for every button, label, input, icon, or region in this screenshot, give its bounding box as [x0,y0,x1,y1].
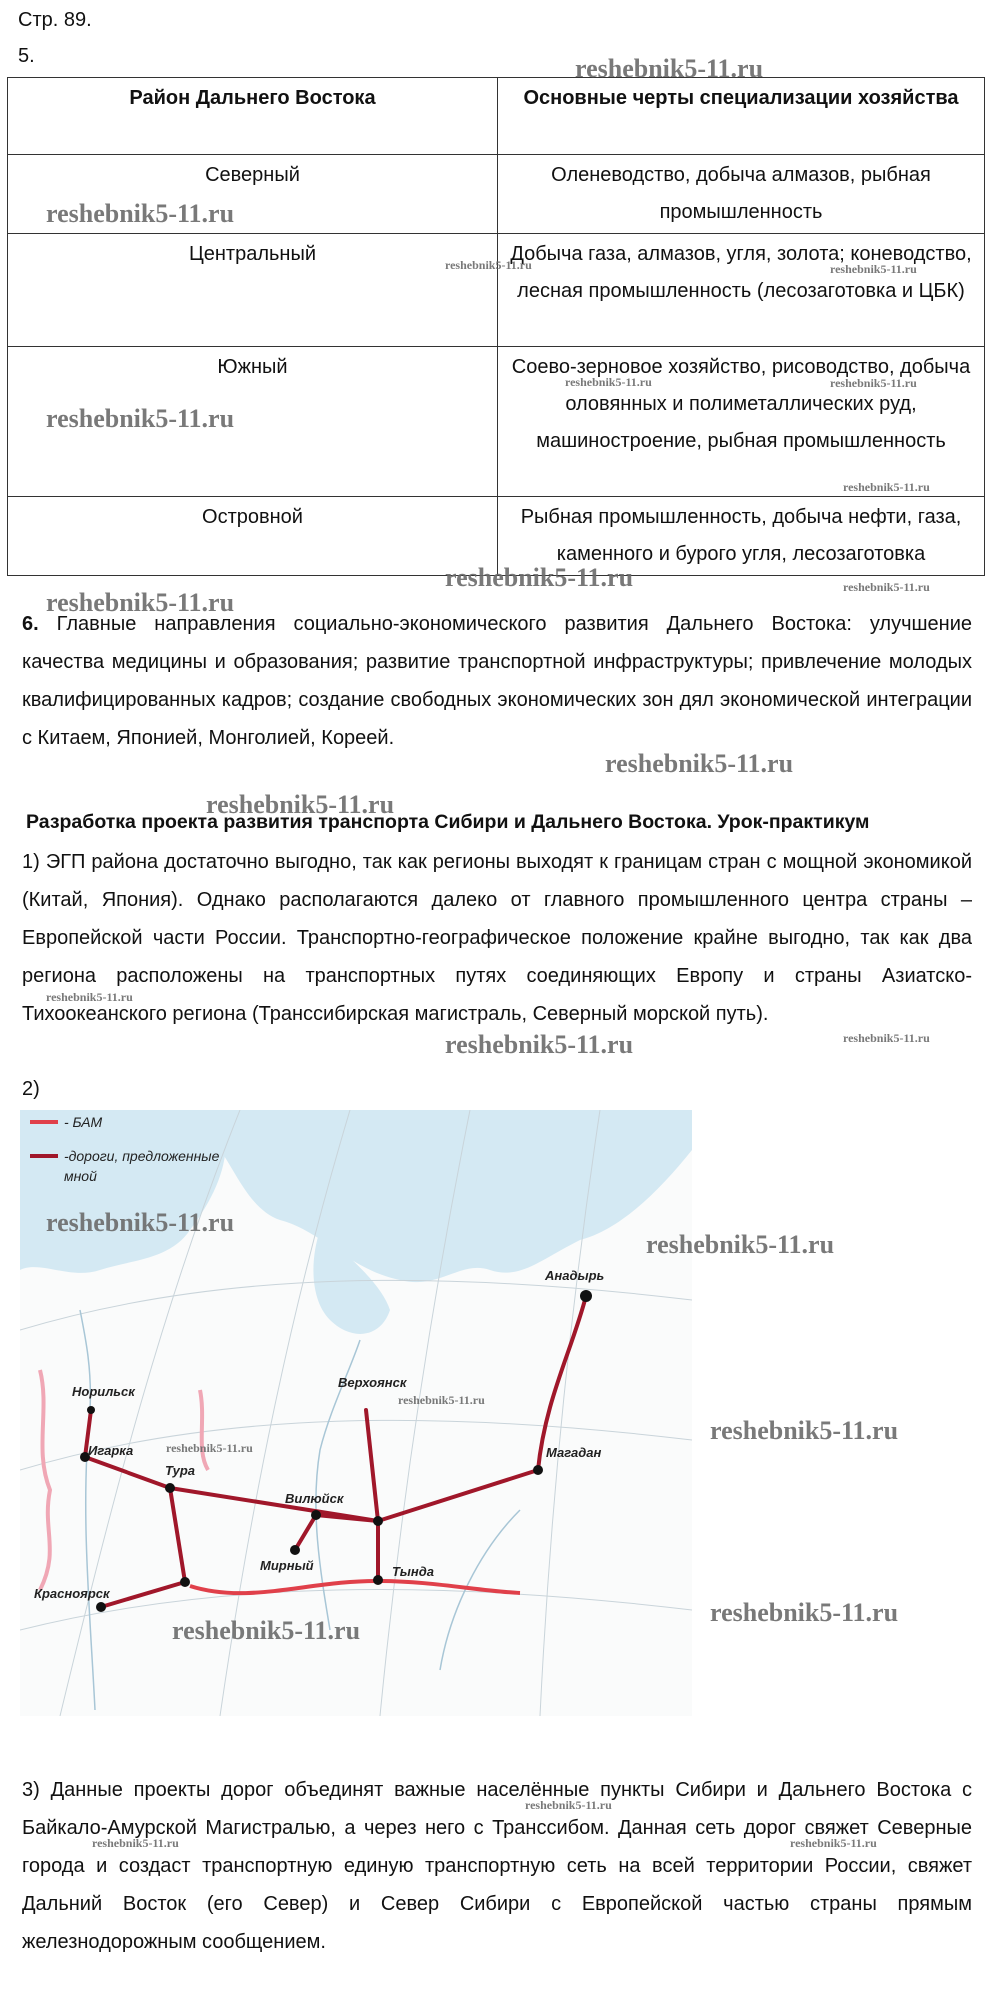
watermark: reshebnik5-11.ru [843,1031,930,1045]
city-point-ustilimsk [180,1577,190,1587]
table-row [8,234,985,347]
city-point-norilsk [87,1406,95,1414]
watermark: reshebnik5-11.ru [830,376,917,390]
watermark: reshebnik5-11.ru [445,1030,634,1059]
watermark: reshebnik5-11.ru [710,1598,899,1627]
city-label-vilyuysk: Вилюйск [285,1491,344,1506]
legend-bam-label: - БАМ [64,1114,103,1130]
watermark: reshebnik5-11.ru [525,1798,612,1812]
watermark: reshebnik5-11.ru [166,1441,253,1455]
city-point-anadyr [580,1290,592,1302]
city-label-tynda: Тында [392,1564,434,1579]
city-label-anadyr: Анадырь [545,1268,605,1283]
city-label-norilsk: Норильск [72,1384,135,1399]
column-header: Район Дальнего Востока [8,78,498,155]
city-point-magadan [533,1465,543,1475]
watermark: reshebnik5-11.ru [46,199,235,228]
city-label-tura: Тура [165,1463,196,1478]
city-point-junction [373,1516,383,1526]
table-header-row [8,78,985,155]
page-ref: Стр. 89. [18,9,92,31]
watermark: reshebnik5-11.ru [830,262,917,276]
watermark: reshebnik5-11.ru [46,588,235,617]
region-cell: Северный [8,155,498,234]
city-point-krasnoyarsk [96,1602,106,1612]
city-label-igarka: Игарка [88,1443,134,1458]
watermark: reshebnik5-11.ru [46,990,133,1004]
watermark: reshebnik5-11.ru [206,790,395,819]
city-point-mirny [290,1545,300,1555]
city-point-tynda [373,1575,383,1585]
watermark: reshebnik5-11.ru [398,1393,485,1407]
watermark: reshebnik5-11.ru [46,1208,235,1237]
city-point-vilyuysk [311,1510,321,1520]
watermark: reshebnik5-11.ru [92,1836,179,1850]
column-header: Основные черты специализации хозяйства [498,78,985,155]
task5-number: 5. [18,45,35,67]
watermark: reshebnik5-11.ru [843,480,930,494]
watermark: reshebnik5-11.ru [646,1230,835,1259]
legend-proposed-label-cont: мной [64,1168,97,1184]
legend-proposed-label: -дороги, предложенные [64,1148,220,1164]
practicum-title: Разработка проекта развития транспорта Сибири и Дальнего Востока. Урок-практикум [26,811,870,833]
task6-number: 6. [22,613,39,635]
spec-cell: Соево-зерновое хозяйство, рисоводство, добыча оловянных и полиметаллических руд, машиностроение, рыбная промышленность [498,347,985,497]
watermark: reshebnik5-11.ru [46,404,235,433]
watermark: reshebnik5-11.ru [445,563,634,592]
spec-cell: Рыбная промышленность, добыча нефти, газа, каменного и бурого угля, лесозаготовка [498,497,985,576]
specialization-table [7,77,985,576]
city-label-magadan: Магадан [546,1445,602,1460]
region-cell: Южный [8,347,498,497]
city-label-verkhoyansk: Верхоянск [338,1375,407,1390]
region-cell: Островной [8,497,498,576]
city-label-mirny: Мирный [260,1558,314,1573]
city-label-krasnoyarsk: Красноярск [34,1586,110,1601]
region-cell: Центральный [8,234,498,347]
practicum-p1: 1) ЭГП района достаточно выгодно, так как регионы выходят к границам стран с мощной экономикой (Китай, Япония). Однако располагаются далеко от главного промышленного центра страны – Европейской части России. Транспортно-географическое положение крайне выгодно, так как два региона расположены на транспортных путях соединяющих Европу и страны Азиатско-Тихоокеанского региона (Транссибирская магистраль, Северный морской путь). [22,851,972,1025]
task6-paragraph [22,605,972,757]
watermark: reshebnik5-11.ru [172,1616,361,1645]
watermark: reshebnik5-11.ru [710,1416,899,1445]
watermark: reshebnik5-11.ru [790,1836,877,1850]
watermark: reshebnik5-11.ru [575,54,764,83]
spec-cell: Добыча газа, алмазов, угля, золота; коневодство, лесная промышленность (лесозаготовка и ЦБК) [498,234,985,347]
practicum-p3: 3) Данные проекты дорог объединят важные населённые пункты Сибири и Дальнего Востока с Байкало-Амурской Магистралью, а через него с Транссибом. Данная сеть дорог свяжет Северные города и создаст транспортную единую транспортную сеть на всей территории России, свяжет Дальний Восток (его Север) и Север Сибири с Европейской частью страны прямым железнодорожным сообщением. [22,1779,972,1953]
watermark: reshebnik5-11.ru [843,580,930,594]
watermark: reshebnik5-11.ru [445,258,532,272]
spec-cell: Оленеводство, добыча алмазов, рыбная промышленность [498,155,985,234]
watermark: reshebnik5-11.ru [565,375,652,389]
practicum-p2-label: 2) [22,1078,40,1100]
watermark: reshebnik5-11.ru [605,749,794,778]
task6-text: Главные направления социально-экономического развития Дальнего Востока: улучшение качества медицины и образования; развитие транспортной инфраструктуры; привлечение молодых квалифицированных кадров; создание свободных экономических зон дял экономической интеграции с Китаем, Японией, Монголией, Кореей. [22,613,972,749]
city-point-tura [165,1483,175,1493]
